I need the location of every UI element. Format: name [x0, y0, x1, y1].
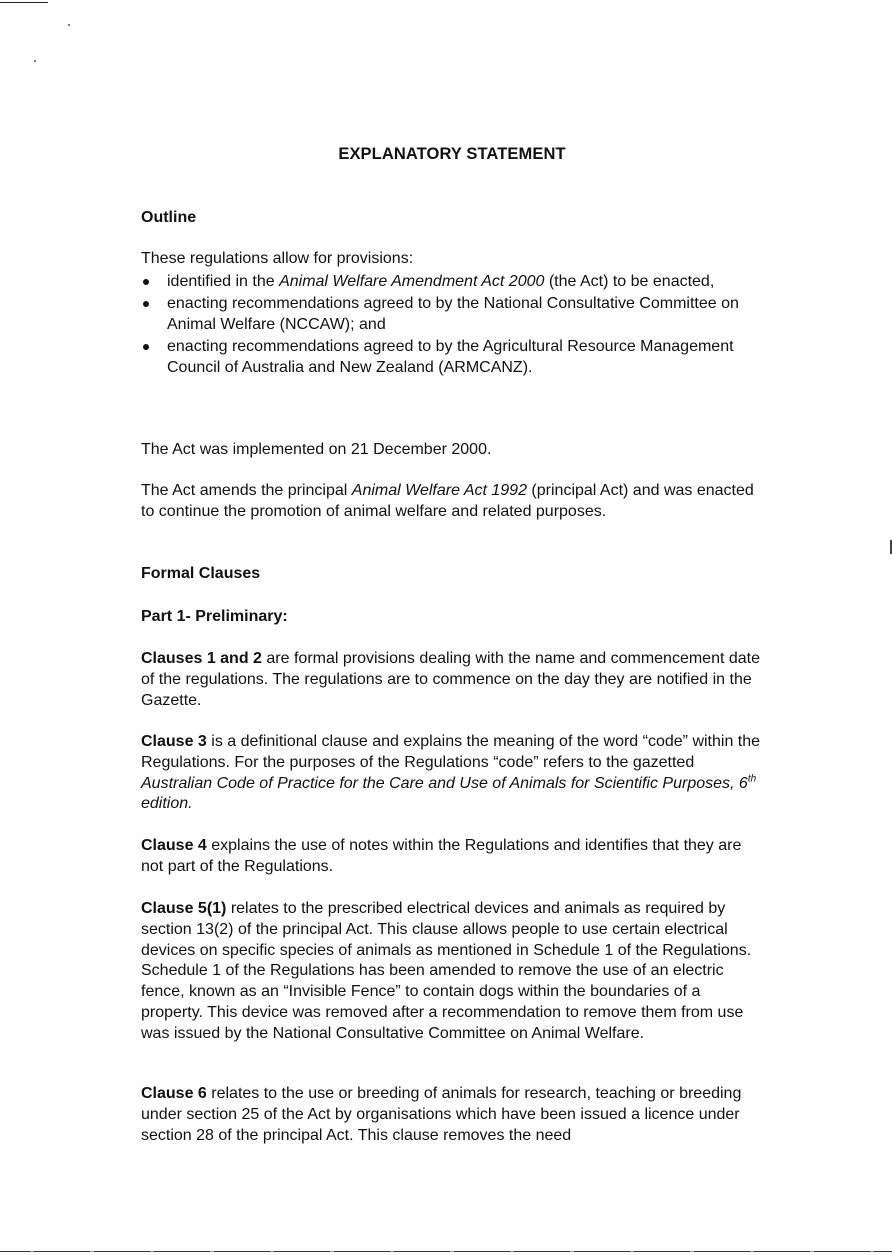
bullet-icon: [143, 344, 149, 350]
amends-paragraph: The Act amends the principal Animal Welfare Act 1992 (principal Act) and was enacted to continue the promotion of animal welfare and related purposes.: [141, 482, 754, 520]
list-item: identified in the Animal Welfare Amendment Act 2000 (the Act) to be enacted,: [141, 271, 766, 292]
list-item: enacting recommendations agreed to by the Agricultural Resource Management Council of Australia and New Zealand (ARMCANZ).: [141, 336, 766, 378]
implemented-paragraph: The Act was implemented on 21 December 2000.: [141, 441, 492, 458]
bullet-icon: [143, 279, 149, 285]
clause-3-paragraph: Clause 3 is a definitional clause and explains the meaning of the word “code” within the Regulations. For the purposes of the Regulations “code” refers to the gazetted Australian Code of Practice for the Care and Use of Animals for Scientific Purposes, 6th edition.: [141, 733, 761, 813]
clause-6-paragraph: Clause 6 relates to the use or breeding of animals for research, teaching or breeding under section 25 of the Act by organisations which have been issued a licence under section 28 of the principal Act. This clause removes the need: [141, 1085, 742, 1144]
scan-mark-bottom: [0, 1251, 892, 1252]
formal-clauses-heading: Formal Clauses: [141, 565, 261, 582]
outline-heading: Outline: [141, 209, 197, 226]
list-item: enacting recommendations agreed to by the National Consultative Committee on Animal Welfare (NCCAW); and: [141, 293, 766, 335]
scan-mark-top: [0, 2, 48, 3]
bullet-icon: [143, 301, 149, 307]
intro-paragraph: These regulations allow for provisions:: [141, 250, 414, 267]
clause-4-paragraph: Clause 4 explains the use of notes within the Regulations and identifies that they are not part of the Regulations.: [141, 837, 742, 875]
document-title: EXPLANATORY STATEMENT: [338, 145, 566, 163]
scan-speck: [34, 60, 36, 62]
clause-5-1-paragraph: Clause 5(1) relates to the prescribed electrical devices and animals as required by section 13(2) of the principal Act. This clause allows people to use certain electrical devices on specific species of animals as mentioned in Schedule 1 of the Regulations. Schedule 1 of the Regulations has been amended to remove the use of an electric fence, known as an “Invisible Fence” to contain dogs within the boundaries of a property. This device was removed after a recommendation to remove them from use was issued by the National Consultative Committee on Animal Welfare.: [141, 900, 752, 1042]
scan-speck: [68, 24, 70, 26]
part1-heading: Part 1- Preliminary:: [141, 608, 288, 625]
clauses-1-2-paragraph: Clauses 1 and 2 are formal provisions dealing with the name and commencement date of the regulations. The regulations are to commence on the day they are notified in the Gazette.: [141, 650, 760, 709]
provisions-list: [141, 271, 766, 379]
